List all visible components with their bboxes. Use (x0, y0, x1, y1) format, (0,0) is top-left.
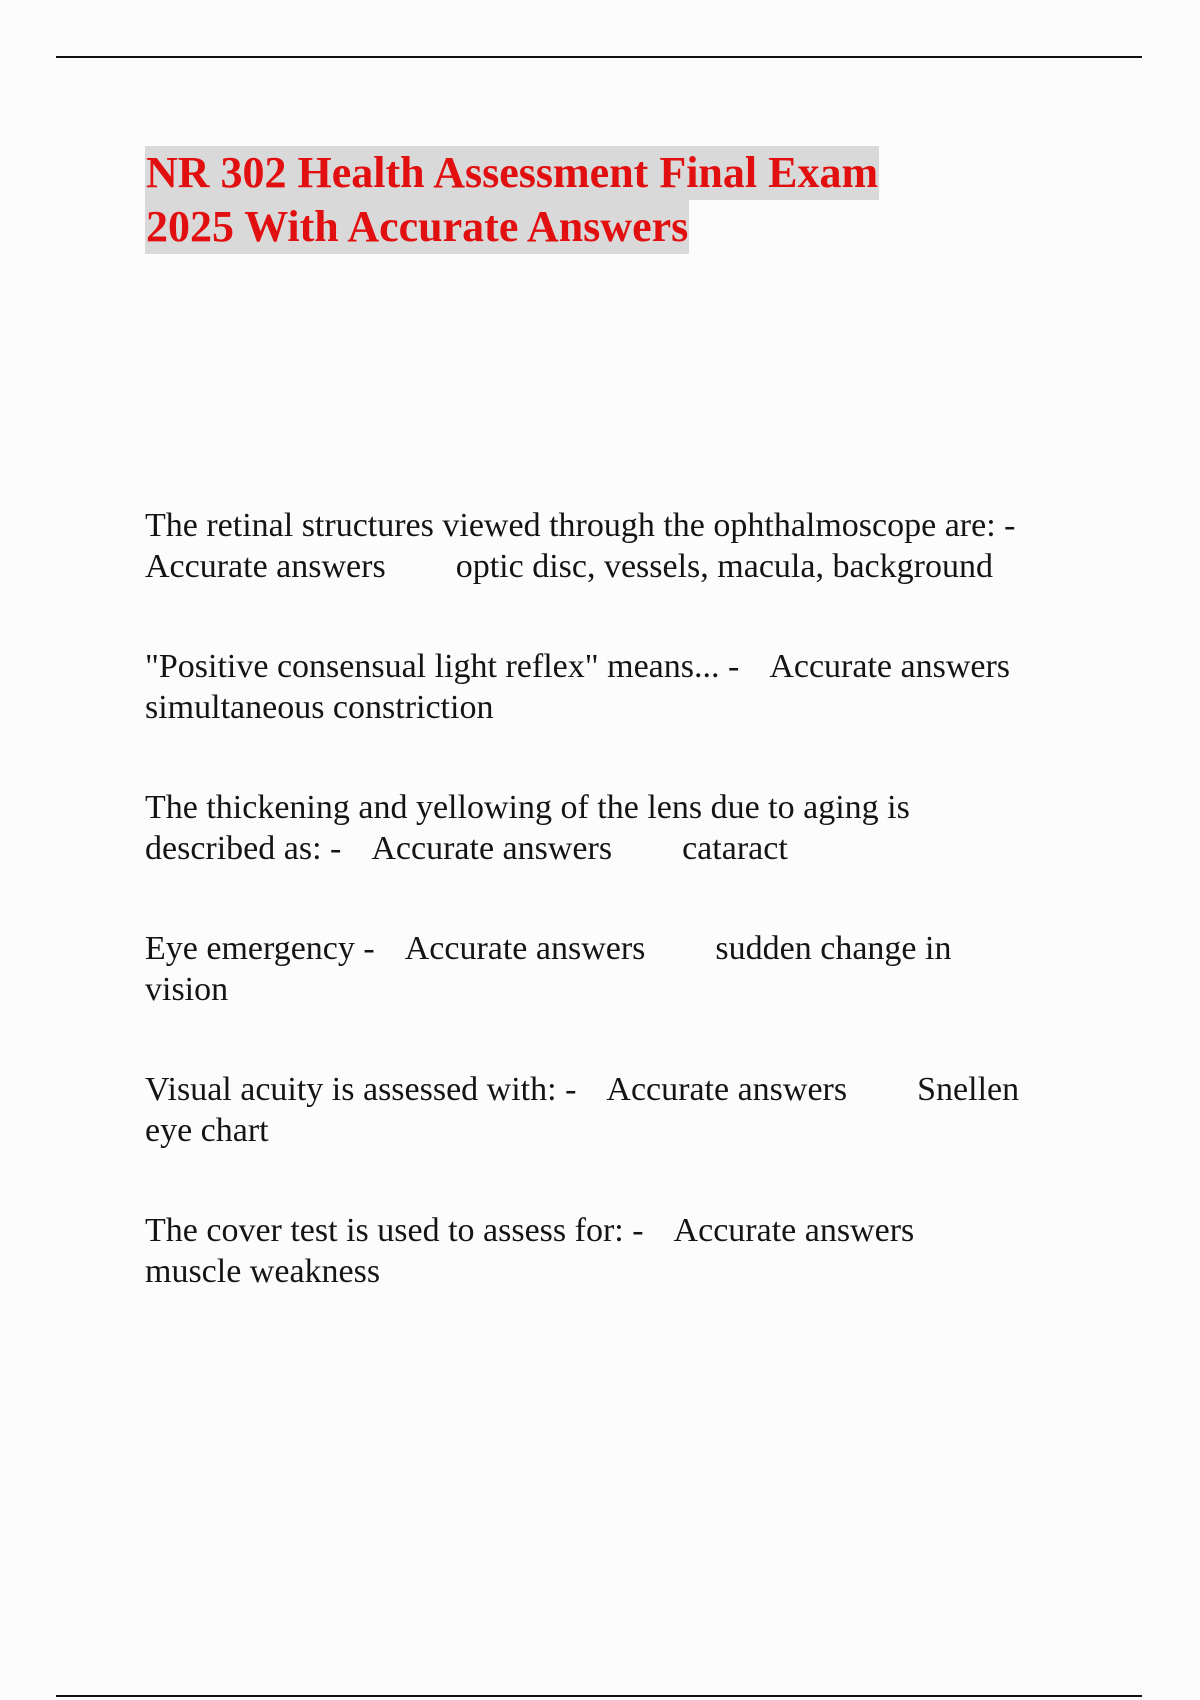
qa-item-consensual-light-reflex (145, 646, 1105, 728)
answer-text: cataract (682, 830, 788, 867)
qa-item-eye-emergency (145, 928, 1105, 1010)
bottom-rule (56, 1695, 1142, 1697)
top-rule (56, 56, 1142, 58)
answer-label: Accurate answers (371, 830, 613, 867)
answer-text-continued: vision (145, 971, 229, 1008)
answer-label: Accurate answers (145, 548, 386, 585)
title-line-1: NR 302 Health Assessment Final Exam (145, 146, 879, 200)
answer-label: Accurate answers (606, 1071, 848, 1108)
question-text-end: described as: - (145, 830, 342, 867)
qa-item-lens-aging (145, 787, 1105, 869)
answer-label: Accurate answers (404, 930, 646, 967)
qa-item-cover-test (145, 1210, 1105, 1292)
answer-label: Accurate answers (769, 648, 1011, 685)
title-line-2: 2025 With Accurate Answers (145, 200, 689, 254)
answer-text: simultaneous constriction (145, 689, 494, 726)
answer-text: muscle weakness (145, 1253, 381, 1290)
answer-text: sudden change in (715, 930, 952, 967)
qa-item-retinal-structures (145, 505, 1105, 587)
qa-item-visual-acuity (145, 1069, 1105, 1151)
question-text: Eye emergency - (145, 930, 375, 967)
answer-label: Accurate answers (673, 1212, 915, 1249)
qa-list (145, 505, 1105, 1351)
answer-text: optic disc, vessels, macula, background (455, 548, 993, 585)
question-text: "Positive consensual light reflex" means... - (145, 648, 740, 685)
question-text: Visual acuity is assessed with: - (145, 1071, 577, 1108)
answer-text: Snellen (917, 1071, 1020, 1108)
question-text: The cover test is used to assess for: - (145, 1212, 644, 1249)
question-text: The thickening and yellowing of the lens due to aging is (145, 789, 910, 826)
answer-text-continued: eye chart (145, 1112, 269, 1149)
document-title (145, 146, 879, 254)
question-text: The retinal structures viewed through the ophthalmoscope are: - (145, 507, 1016, 544)
